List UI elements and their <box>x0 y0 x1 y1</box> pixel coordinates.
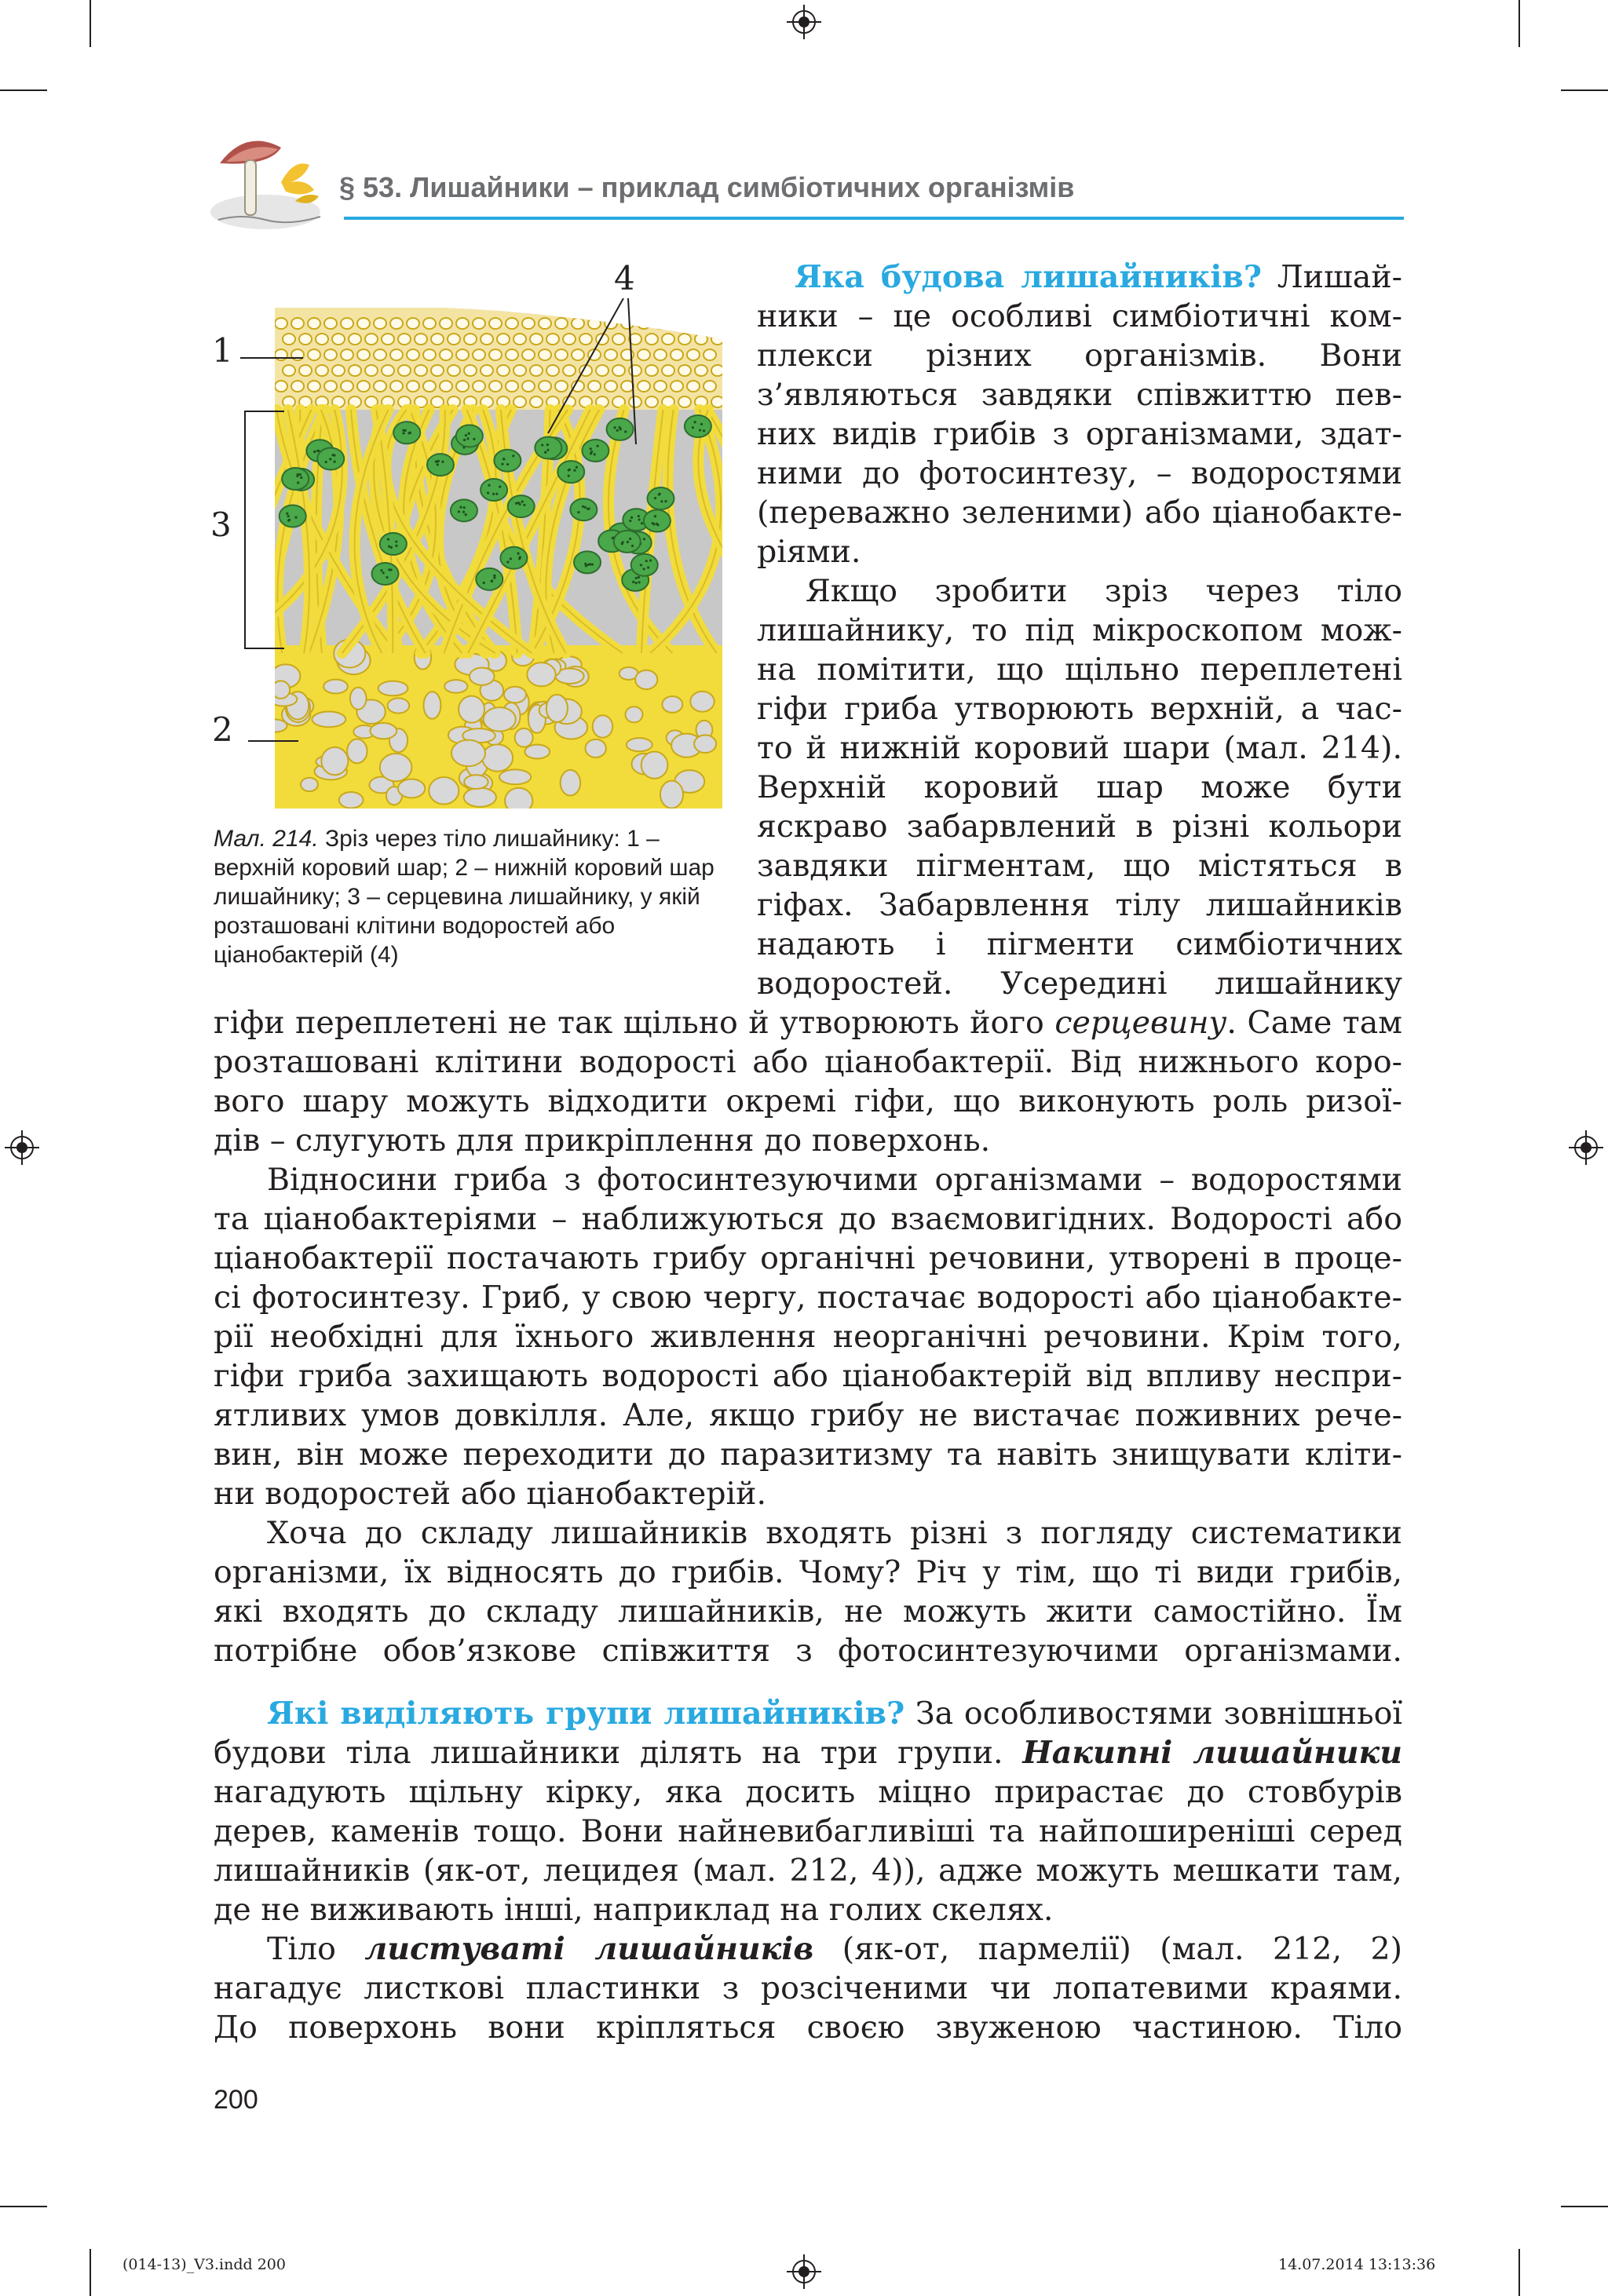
section1-heading: Яка будова лишайників? <box>795 259 1263 295</box>
body-line: Верхній коровий шар може бути <box>757 769 1402 805</box>
body-line: які входять до складу лишайників, не можуть жити самостійно. Їм <box>214 1593 1402 1630</box>
body-line: ціанобактерії постачають грибу органічні речовини, утворені в проце- <box>214 1240 1402 1276</box>
print-slug-date: 14.07.2014 13:13:36 <box>1278 2256 1436 2273</box>
crop-mark <box>0 89 47 91</box>
body-line: дерев, каменів тощо. Вони найневибагливіші та найпоширеніші серед <box>214 1813 1402 1849</box>
body-line: Лишай- <box>1262 259 1402 295</box>
main-text-block <box>214 1003 1402 2047</box>
figure-leader-lines <box>236 298 722 769</box>
body-line-part: гіфи переплетені не так щільно й утворюють його <box>214 1005 1055 1041</box>
term-emphasis: листуваті лишайників <box>364 1931 814 1967</box>
body-line: лишайників (як-от, лецидея (мал. 212, 4)), адже можуть мешкати там, <box>214 1852 1402 1889</box>
body-line: ятливих умов довкілля. Але, якщо грибу не вистачає поживних рече- <box>214 1397 1402 1433</box>
term-emphasis: Накипні лишайники <box>1022 1735 1402 1771</box>
body-line: ники – це особливі симбіотичні ком- <box>757 298 1402 334</box>
body-line: Хоча до складу лишайників входять різні з погляду систематики <box>267 1515 1402 1551</box>
body-line: завдяки пігментам, що містяться в <box>757 848 1402 884</box>
registration-mark-icon <box>787 2254 821 2289</box>
body-line: організми, їх відносять до грибів. Чому? Річ у тім, що ті види грибів, <box>214 1554 1402 1590</box>
page-number: 200 <box>214 2085 258 2115</box>
registration-mark-icon <box>1569 1130 1603 1165</box>
caption-lead: Мал. 214. <box>214 826 319 852</box>
body-line: яскраво забарвлений в різні кольори <box>757 809 1402 845</box>
body-line: потрібне обов’язкове співжиття з фотосинтезуючими організмами. <box>214 1633 1402 1669</box>
crop-mark <box>0 2206 47 2207</box>
crop-mark <box>1561 89 1608 91</box>
body-line-part: Тіло <box>267 1931 365 1967</box>
body-line-part: . Саме там <box>1226 1005 1403 1041</box>
body-line: водоростей. Усередині лишайнику <box>757 965 1402 1002</box>
crop-mark <box>1518 0 1520 47</box>
body-line-part: (як-от, пармелії) (мал. 212, 2) <box>813 1931 1402 1967</box>
crop-mark <box>90 2249 91 2296</box>
mushroom-lichen-icon <box>203 126 336 235</box>
body-line: (переважно зеленими) або ціанобакте- <box>757 495 1402 531</box>
body-line: вого шару можуть відходити окремі гіфи, що виконують роль ризої- <box>214 1083 1402 1119</box>
figure-label-3: 3 <box>210 506 232 544</box>
crop-mark <box>1518 2249 1520 2296</box>
crop-mark <box>1561 2206 1608 2207</box>
print-slug-file: (014-13)_V3.indd 200 <box>122 2256 286 2273</box>
body-line: гіфи гриба утворюють верхній, а час- <box>757 691 1402 727</box>
body-line: Відносини гриба з фотосинтезуючими організмами – водоростями <box>267 1162 1402 1198</box>
body-line: ни водоростей або ціанобактерій. <box>214 1476 767 1512</box>
body-line: ними до фотосинтезу, – водоростями <box>757 455 1402 491</box>
section2-heading: Які виділяють групи лишайників? <box>267 1696 905 1732</box>
body-line: сі фотосинтезу. Гриб, у свою чергу, постачає водорості або ціанобакте- <box>214 1279 1402 1316</box>
term-emphasis: серцевину <box>1054 1005 1227 1041</box>
body-line: дів – слугують для прикріплення до поверхонь. <box>214 1122 991 1159</box>
figure-label-2: 2 <box>212 710 233 749</box>
body-line: з’являються завдяки співжиттю пев- <box>757 377 1402 413</box>
body-line: рії необхідні для їхнього живлення неорганічні речовини. Крім того, <box>214 1319 1402 1355</box>
body-line: ріями. <box>757 534 861 570</box>
body-line: на помітити, що щільно переплетені <box>757 652 1402 688</box>
figure-label-4: 4 <box>614 259 635 297</box>
body-line-part: будови тіла лишайники ділять на три групи. <box>214 1735 1023 1771</box>
caption-text: Зріз через тіло лишайнику: 1 – верхній коровий шар; 2 – нижній коровий шар лишайнику; 3 – серцевина лишайнику, у якій розташовані клітини водоростей або ціанобактерій (4) <box>214 826 714 968</box>
body-line: вин, він може переходити до паразитизму та навіть знищувати кліти- <box>214 1436 1402 1473</box>
crop-mark <box>90 0 91 47</box>
body-line: гіфи гриба захищають водорості або ціанобактерій від впливу неспри- <box>214 1358 1402 1394</box>
body-line: лишайнику, то під мікроскопом мож- <box>757 612 1402 648</box>
body-line: надають і пігменти симбіотичних <box>757 926 1402 962</box>
body-line: гіфах. Забарвлення тілу лишайників <box>757 887 1402 923</box>
header-rule <box>344 217 1404 220</box>
body-line: та ціанобактеріями – наближуються до взаємовигідних. Водорості або <box>214 1201 1402 1237</box>
body-line: плекси різних організмів. Вони <box>757 338 1402 374</box>
body-line: нагадують щільну кірку, яка досить міцно прирастає до стовбурів <box>214 1774 1402 1810</box>
body-line: то й нижній коровий шари (мал. 214). <box>757 730 1402 766</box>
registration-mark-icon <box>5 1130 39 1165</box>
body-line: де не виживають інші, наприклад на голих скелях. <box>214 1892 1054 1928</box>
body-line-part: За особливостями зовнішньої <box>904 1696 1403 1732</box>
section1-narrow-column <box>757 257 1402 1003</box>
body-line: розташовані клітини водорості або ціанобактерії. Від нижнього коро- <box>214 1044 1402 1080</box>
page-header-title: § 53. Лишайники – приклад симбіотичних організмів <box>339 171 1075 203</box>
figure-caption <box>214 824 732 969</box>
registration-mark-icon <box>787 5 821 39</box>
body-line: нагадує листкові пластинки з розсіченими чи лопатевими краями. <box>214 1970 1402 2006</box>
body-line: них видів грибів з організмами, здат- <box>757 416 1402 452</box>
body-line: Якщо зробити зріз через тіло <box>806 573 1402 609</box>
figure-label-1: 1 <box>212 331 233 370</box>
body-line: До поверхонь вони кріпляться своєю звуженою частиною. Тіло <box>214 2009 1402 2046</box>
